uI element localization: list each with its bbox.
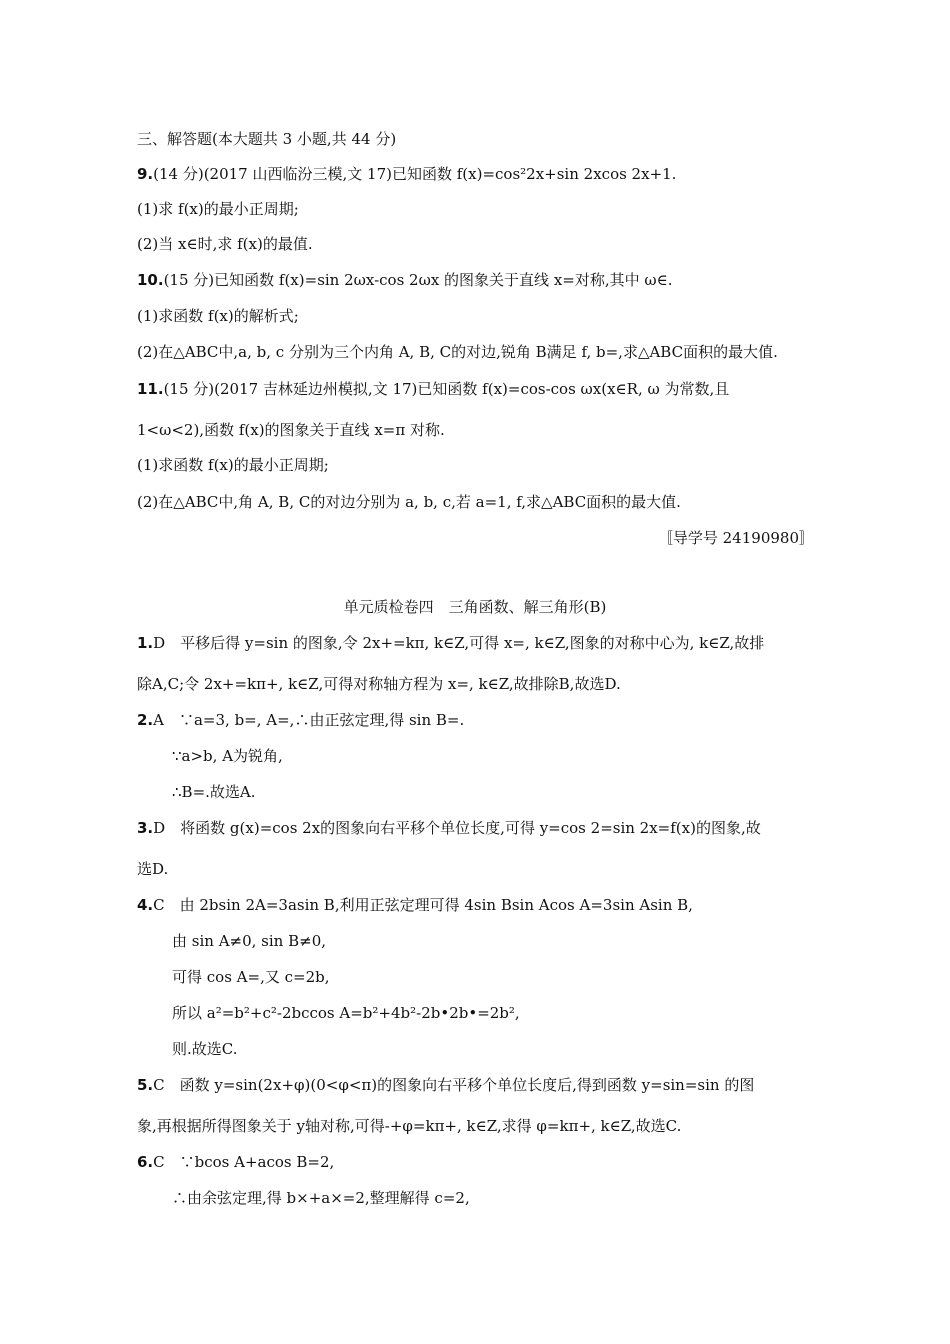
answer-1-line-2: 除A,C;令 2x+=kπ+, k∈Z,可得对称轴方程为 x=, k∈Z,故排除B,故选D. <box>137 675 621 693</box>
answers-title: 单元质检卷四 三角函数、解三角形(B) <box>343 598 607 616</box>
question-number: 10. <box>137 271 164 289</box>
answer-4-line-5: 则.故选C. <box>172 1040 238 1058</box>
answer-text: D 平移后得 y=sin 的图象,令 2x+=kπ, k∈Z,可得 x=, k∈Z,图象的对称中心为, k∈Z,故排 <box>153 634 765 652</box>
answer-number: 5. <box>137 1076 154 1094</box>
answer-number: 2. <box>137 711 154 729</box>
answer-text: D 将函数 g(x)=cos 2x的图象向右平移个单位长度,可得 y=cos 2=sin 2x=f(x)的图象,故 <box>153 819 761 837</box>
answer-number: 6. <box>137 1153 154 1171</box>
answer-text: C 函数 y=sin(2x+φ)(0<φ<π)的图象向右平移个单位长度后,得到函数 y=sin=sin 的图 <box>153 1076 755 1094</box>
answer-number: 3. <box>137 819 154 837</box>
answer-4-line-2: 由 sin A≠0, sin B≠0, <box>172 932 326 950</box>
question-number: 9. <box>137 165 154 183</box>
question-9-stem <box>137 164 676 184</box>
question-10-part-2: (2)在△ABC中,a, b, c 分别为三个内角 A, B, C的对边,锐角 B满足 f, b=,求△ABC面积的最大值. <box>137 343 778 361</box>
question-10-stem <box>137 270 673 290</box>
answer-6-line-1 <box>137 1152 334 1172</box>
section-title: 三、解答题(本大题共 3 小题,共 44 分) <box>137 130 397 148</box>
question-9-part-2: (2)当 x∈时,求 f(x)的最值. <box>137 235 313 253</box>
answer-4-line-4: 所以 a²=b²+c²-2bccos A=b²+4b²-2b•2b•=2b², <box>172 1004 520 1022</box>
answer-1-line-1 <box>137 633 764 653</box>
question-text: (15 分)已知函数 f(x)=sin 2ωx-cos 2ωx 的图象关于直线 x=对称,其中 ω∈. <box>163 271 673 289</box>
question-10-part-1: (1)求函数 f(x)的解析式; <box>137 307 299 325</box>
answer-2-line-3: ∴B=.故选A. <box>172 783 256 801</box>
reference-number: 〚导学号 24190980〛 <box>657 529 814 547</box>
answer-6-line-2: ∴由余弦定理,得 b×+a×=2,整理解得 c=2, <box>172 1189 470 1207</box>
answer-text: A ∵a=3, b=, A=,∴由正弦定理,得 sin B=. <box>153 711 465 729</box>
question-9-part-1: (1)求 f(x)的最小正周期; <box>137 200 299 218</box>
answer-text: C 由 2bsin 2A=3asin B,利用正弦定理可得 4sin Bsin Acos A=3sin Asin B, <box>153 896 693 914</box>
answer-4-line-1 <box>137 895 693 915</box>
answer-4-line-3: 可得 cos A=,又 c=2b, <box>172 968 330 986</box>
answer-text: C ∵bcos A+acos B=2, <box>153 1153 335 1171</box>
question-11-stem-cont: 1<ω<2),函数 f(x)的图象关于直线 x=π 对称. <box>137 421 445 439</box>
question-11-stem <box>137 379 729 399</box>
question-11-part-2: (2)在△ABC中,角 A, B, C的对边分别为 a, b, c,若 a=1, f,求△ABC面积的最大值. <box>137 493 681 511</box>
answer-3-line-2: 选D. <box>137 860 169 878</box>
answer-2-line-2: ∵a>b, A为锐角, <box>172 747 283 765</box>
answer-2-line-1 <box>137 710 464 730</box>
answer-5-line-2: 象,再根据所得图象关于 y轴对称,可得-+φ=kπ+, k∈Z,求得 φ=kπ+, k∈Z,故选C. <box>137 1117 682 1135</box>
question-text: (14 分)(2017 山西临汾三模,文 17)已知函数 f(x)=cos²2x+sin 2xcos 2x+1. <box>153 165 677 183</box>
answer-number: 4. <box>137 896 154 914</box>
answer-number: 1. <box>137 634 154 652</box>
answer-3-line-1 <box>137 818 761 838</box>
answer-5-line-1 <box>137 1075 754 1095</box>
question-number: 11. <box>137 380 164 398</box>
question-text: (15 分)(2017 吉林延边州模拟,文 17)已知函数 f(x)=cos-cos ωx(x∈R, ω 为常数,且 <box>163 380 730 398</box>
question-11-part-1: (1)求函数 f(x)的最小正周期; <box>137 456 329 474</box>
